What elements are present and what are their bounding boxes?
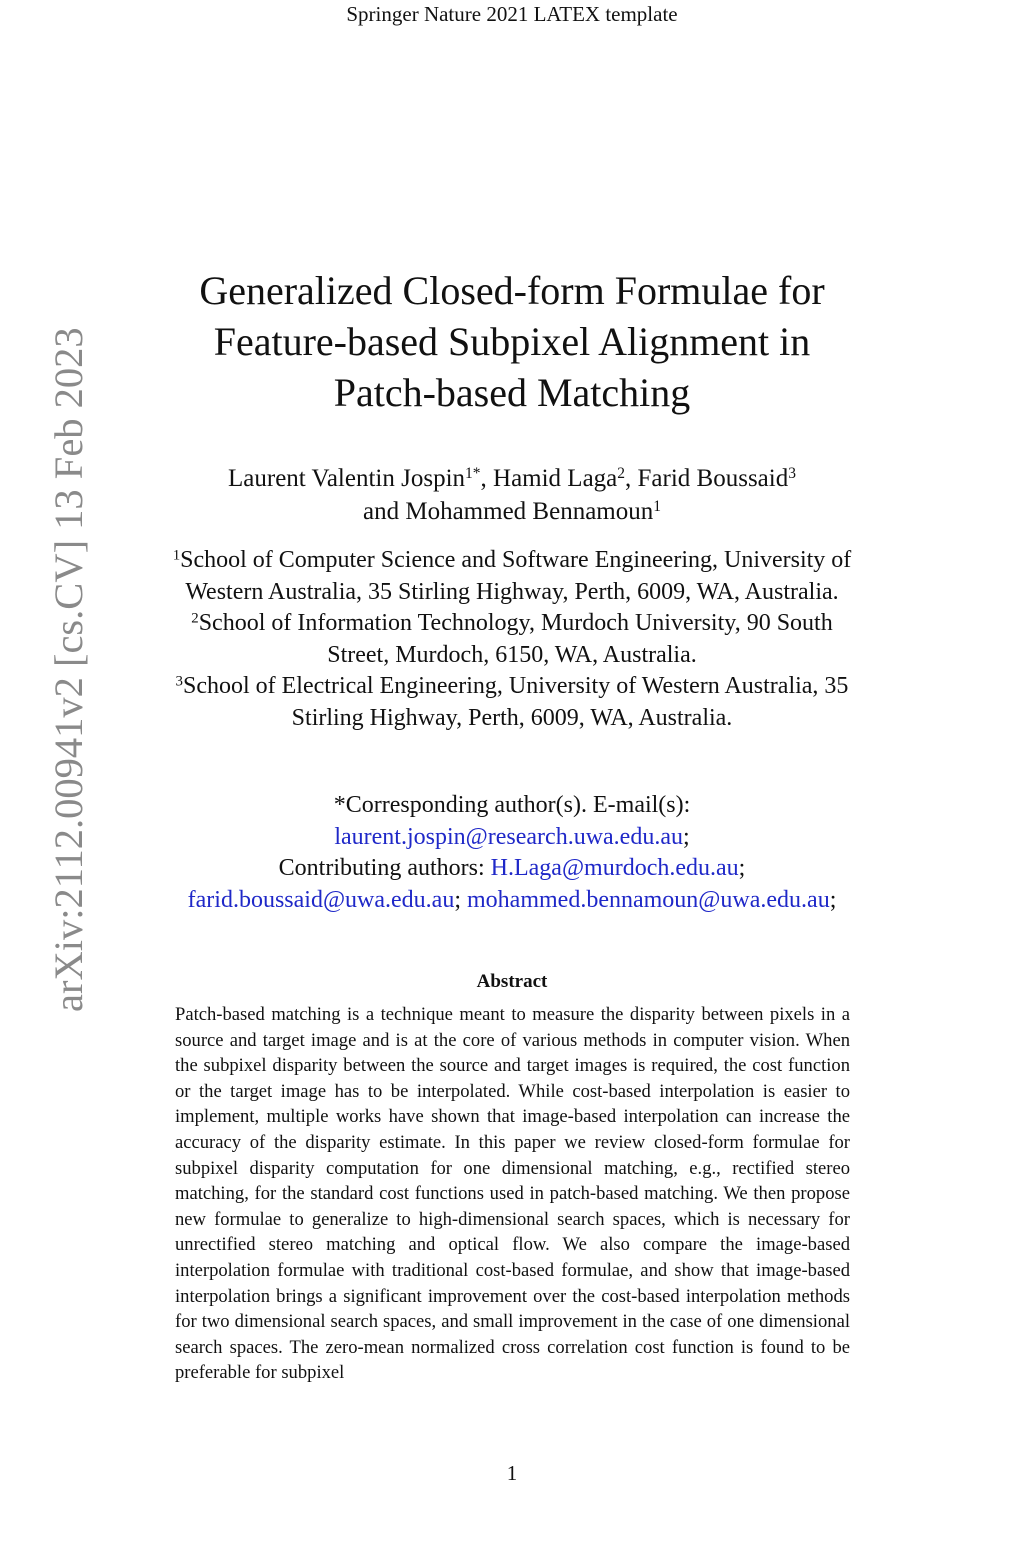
author-name: Hamid Laga [493,465,618,492]
author-mark: 2 [617,464,626,482]
affiliations [0,545,1024,734]
running-head: Springer Nature 2021 LATEX template [346,2,678,26]
title-line: Feature-based Subpixel Alignment in [213,319,811,364]
affiliation-number: 3 [175,673,183,690]
title-line: Patch-based Matching [333,370,691,415]
email-link[interactable]: mohammed.bennamoun@uwa.edu.au [467,886,830,913]
affiliation-line: Stirling Highway, Perth, 6009, WA, Australia. [291,704,733,731]
author-mark: 1 [653,497,661,515]
page-number: 1 [506,1461,518,1485]
affiliation-line: $^2$School of Information Technology, Murdoch University, 90 South [191,610,833,636]
contact-line: Contributing authors: H.Laga@murdoch.edu.au; [278,855,746,881]
abstract-text: Patch-based matching is a technique meant to measure the disparity between pixels in a source and target image and is at the core of various methods in computer vision. When the subpixel disparity between the source and target images is required, the cost function or the target image has to be interpolated. While cost-based interpolation is easier to implement, multiple works have shown that image-based interpolation can increase the accuracy of the disparity estimate. In this paper we review closed-form formulae for subpixel disparity computation for one dimensional matching, e.g., rectified stereo matching, for the standard cost functions used in patch-based matching. We then propose new formulae to generalize to high-dimensional search spaces, which is necessary for unrectified stereo matching and optical flow. We also compare the image-based interpolation formulae with traditional cost-based formulae, and show that image-based interpolation brings a significant improvement over the cost-based interpolation methods for two dimensional search spaces, and small improvement in the case of one dimensional search spaces. The zero-mean normalized cross correlation cost function is found to be preferable for subpixel [175,1004,850,1384]
affiliation-number: 2 [191,610,199,627]
contributing-label: Contributing authors: [278,855,485,881]
arxiv-identifier[interactable]: arXiv:2112.00941v2 [cs.CV] 13 Feb 2023 [46,327,91,1012]
abstract-heading: Abstract [476,971,548,992]
author-mark: 3 [788,464,796,482]
email-link[interactable]: farid.boussaid@uwa.edu.au [187,886,455,913]
paper-title [0,265,1024,418]
contact-info [0,790,1024,916]
contact-line: laurent.jospin@research.uwa.edu.au; [334,823,690,850]
author-name: Laurent Valentin Jospin [228,465,466,492]
title-line: Generalized Closed-form Formulae for [199,268,825,313]
affiliation-number: 1 [172,547,181,564]
author-conjunction: and [363,498,400,525]
author-list [0,462,1024,528]
affiliation-line: Street, Murdoch, 6150, WA, Australia. [327,641,697,668]
affiliation-line: $^1$School of Computer Science and Software Engineering, University of [172,547,852,573]
affiliation-line: Western Australia, 35 Stirling Highway, Perth, 6009, WA, Australia. [185,578,839,605]
author-line [0,495,1024,528]
email-link[interactable]: laurent.jospin@research.uwa.edu.au [334,823,683,850]
author-name: Farid Boussaid [637,465,789,492]
author-mark: 1* [465,464,481,482]
contact-line: farid.boussaid@uwa.edu.au; mohammed.bennamoun@uwa.edu.au; [187,886,837,913]
author-line: Laurent Valentin Jospin$^{1*}$, Hamid Laga$^2$, Farid Boussaid$^3$ [228,464,796,492]
author-name: Mohammed Bennamoun [405,498,654,525]
email-link[interactable]: H.Laga@murdoch.edu.au [490,855,739,881]
affiliation-line: $^3$School of Electrical Engineering, University of Western Australia, 35 [175,673,849,699]
corresponding-label: *Corresponding author(s). E-mail(s): [333,792,691,818]
